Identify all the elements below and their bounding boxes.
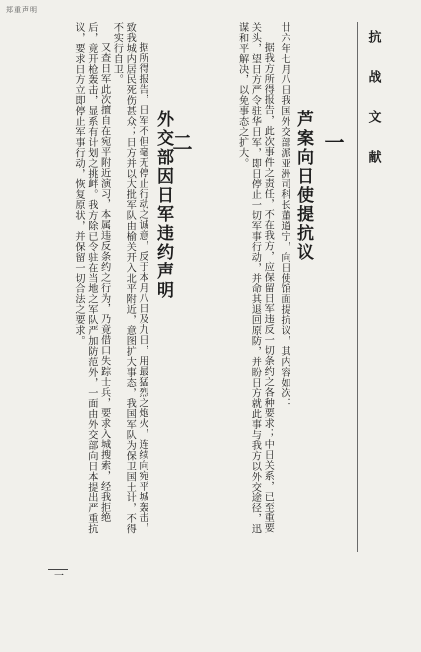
section-1-paragraph-1: 廿六年七月八日我国外交部派亚洲司科长董道宁，向日使馆面提抗议，其内容如次：	[279, 22, 290, 409]
running-header-text: 抗 战 文 献	[365, 30, 381, 169]
section-1-body	[205, 22, 290, 542]
corner-tag: 郑重声明	[6, 6, 38, 14]
page	[32, 22, 392, 562]
section-2-title: 外交部因日军违约声明	[153, 110, 173, 300]
section-2-body	[36, 22, 148, 542]
section-1-title: 芦案向日使提抗议	[293, 110, 313, 262]
section-1-paragraph-2: 据我方所得报告，此次事件之责任，不在我方，应保留日军违反一切条约之各种要求；中日关系，已至重要关头，望日方严令驻华日军，即日停止一切军事行动，并命其退回原防，并盼日方就此事与我方以外交途径，迅谋和平解决，以免事态之扩大。	[236, 22, 274, 535]
section-2-paragraph-2: 又查日军此次擅自在宛平附近演习，本属违反条约之行为，乃竟借口失踪士兵，要求入城搜索，经我拒绝后，竟开枪轰击，显系有计划之挑衅。我方除已令驻在当地之军队严加防范外，一面由外交部向日本提出严重抗议，要求日方立即停止军事行动，恢复原状，并保留一切合法之要求。	[73, 22, 110, 535]
section-2-number: 二	[169, 132, 193, 152]
section-2-paragraph-1: 据所得报告，日军不但毫无停止行动之诚意，反于本月八日及九日，用最猛烈之炮火，连续向宛平城轰击，致我城内居民死伤甚众；日方并以大批军队由榆关开入北平附近，意图扩大事态，我国军队为保卫国土计，不得不实行自卫。	[111, 22, 148, 535]
section-1-number: 一	[321, 132, 345, 152]
header-rule	[357, 22, 358, 552]
page-number: 一	[54, 571, 64, 582]
running-header	[358, 22, 388, 169]
